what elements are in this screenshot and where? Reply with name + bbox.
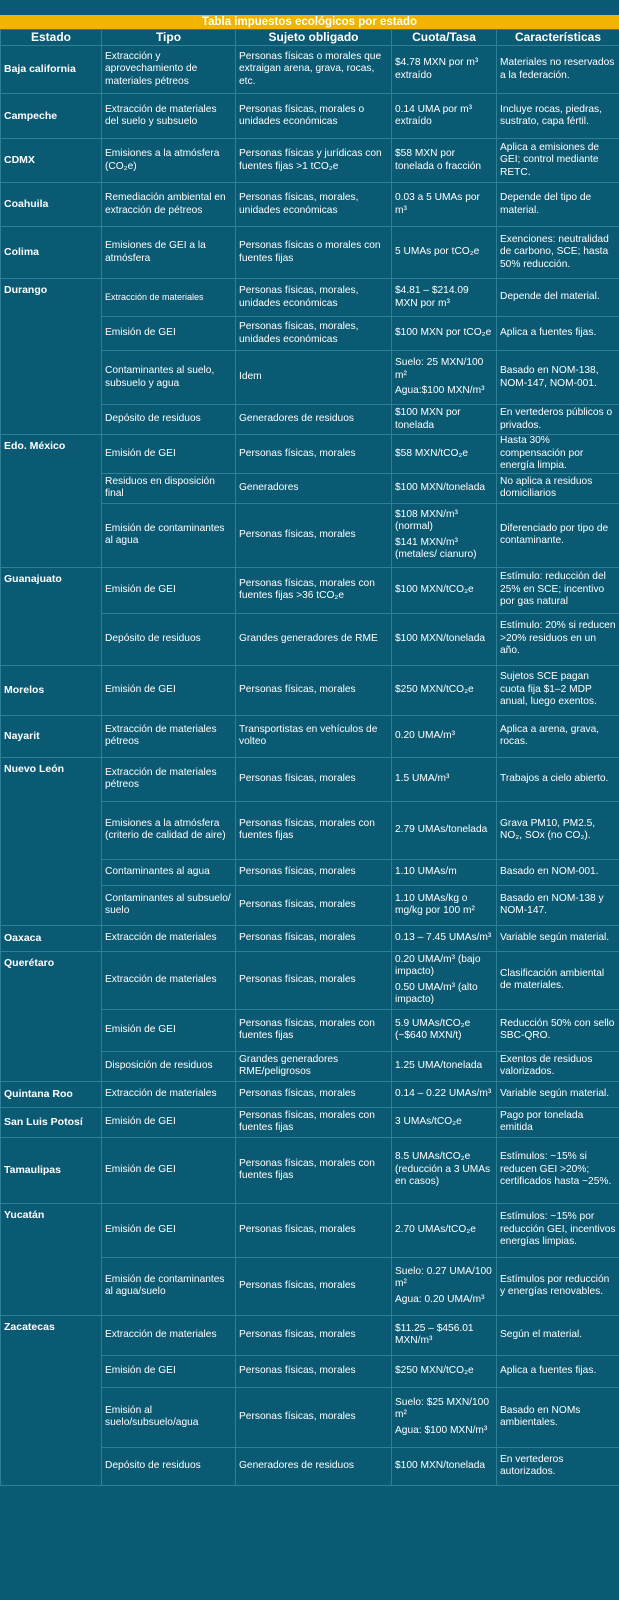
tipo-cell: Emisión de GEI: [102, 317, 236, 351]
cuota-line: Suelo: $25 MXN/100 m²: [395, 1396, 490, 1421]
sujeto-cell: Personas físicas, morales con fuentes fijas: [236, 1009, 392, 1051]
sujeto-cell: Personas físicas, morales: [236, 925, 392, 951]
caracteristicas-cell: Incluye rocas, piedras, sustrato, capa fértil.: [497, 94, 619, 139]
tipo-cell: Emisión de contaminantes al agua: [102, 503, 236, 567]
cuota-line: $250 MXN/tCO₂e: [395, 1364, 474, 1376]
sujeto-cell: Personas físicas o morales con fuentes fijas: [236, 227, 392, 279]
table-row: [1, 94, 619, 139]
column-header-caracteristicas: Características: [497, 30, 619, 46]
cuota-line: $11.25 – $456.01 MXN/m³: [395, 1322, 474, 1346]
column-header-sujeto: Sujeto obligado: [236, 30, 392, 46]
caracteristicas-cell: Estímulos: ~15% por reducción GEI, incentivos energías limpias.: [497, 1203, 619, 1257]
cuota-line: Agua: $100 MXN/m³: [395, 1424, 488, 1436]
sujeto-cell: Personas físicas, morales: [236, 885, 392, 925]
state-cell: Colima: [1, 227, 102, 279]
state-cell: Baja california: [1, 46, 102, 94]
cuota-cell: [392, 757, 497, 801]
caracteristicas-cell: Trabajos a cielo abierto.: [497, 757, 619, 801]
cuota-cell: [392, 1355, 497, 1387]
cuota-cell: [392, 1081, 497, 1107]
state-cell: Zacatecas: [1, 1315, 102, 1485]
caracteristicas-cell: Clasificación ambiental de materiales.: [497, 951, 619, 1009]
table-row: [1, 1107, 619, 1137]
column-header-tipo: Tipo: [102, 30, 236, 46]
cuota-cell: [392, 227, 497, 279]
cuota-line: 1.5 UMA/m³: [395, 772, 450, 784]
table-body: [1, 46, 619, 1486]
tipo-cell: Emisión de contaminantes al agua/suelo: [102, 1257, 236, 1315]
sujeto-cell: Personas físicas, morales con fuentes fijas >36 tCO₂e: [236, 567, 392, 613]
tipo-cell: Extracción de materiales pétreos: [102, 757, 236, 801]
cuota-line: Agua: 0.20 UMA/m³: [395, 1293, 485, 1305]
cuota-line: $4.81 – $214.09 MXN por m³: [395, 285, 469, 309]
sujeto-cell: Personas físicas, morales: [236, 1203, 392, 1257]
cuota-line: $100 MXN/tonelada: [395, 481, 486, 493]
sujeto-cell: Personas físicas, morales, unidades económicas: [236, 183, 392, 227]
caracteristicas-cell: Materiales no reservados a la federación.: [497, 46, 619, 94]
table-row: [1, 139, 619, 183]
state-cell: Edo. México: [1, 435, 102, 568]
cuota-line: $141 MXN/m³ (metales/ cianuro): [395, 536, 477, 560]
cuota-line: 0.20 UMA/m³: [395, 729, 456, 741]
cuota-line: $100 MXN/tonelada: [395, 632, 486, 644]
tipo-cell: Extracción de materiales: [102, 279, 236, 317]
cuota-cell: [392, 503, 497, 567]
caracteristicas-cell: En vertederos autorizados.: [497, 1447, 619, 1485]
cuota-cell: [392, 1051, 497, 1081]
caracteristicas-cell: Aplica a fuentes fijas.: [497, 1355, 619, 1387]
tipo-cell: Emisión al suelo/subsuelo/agua: [102, 1387, 236, 1447]
tipo-cell: Extracción de materiales: [102, 1315, 236, 1355]
caracteristicas-cell: Basado en NOMs ambientales.: [497, 1387, 619, 1447]
tipo-cell: Contaminantes al subsuelo/ suelo: [102, 885, 236, 925]
table-row: [1, 279, 619, 317]
tipo-cell: Extracción de materiales: [102, 925, 236, 951]
caracteristicas-cell: En vertederos públicos o privados.: [497, 405, 619, 435]
sujeto-cell: Personas físicas y jurídicas con fuentes fijas >1 tCO₂e: [236, 139, 392, 183]
table-row: [1, 1203, 619, 1257]
state-cell: Campeche: [1, 94, 102, 139]
eco-tax-table: [0, 29, 619, 1486]
state-cell: CDMX: [1, 139, 102, 183]
caracteristicas-cell: Aplica a fuentes fijas.: [497, 317, 619, 351]
caracteristicas-cell: Exenciones: neutralidad de carbono, SCE; hasta 50% reducción.: [497, 227, 619, 279]
cuota-cell: [392, 317, 497, 351]
caracteristicas-cell: Basado en NOM-138 y NOM-147.: [497, 885, 619, 925]
cuota-cell: [392, 1203, 497, 1257]
caracteristicas-cell: Aplica a arena, grava, rocas.: [497, 715, 619, 757]
tipo-cell: Extracción de materiales: [102, 1081, 236, 1107]
cuota-line: 0.50 UMA/m³ (alto impacto): [395, 981, 478, 1005]
state-cell: Tamaulipas: [1, 1137, 102, 1203]
tipo-cell: Depósito de residuos: [102, 405, 236, 435]
caracteristicas-cell: No aplica a residuos domiciliarios: [497, 473, 619, 503]
sujeto-cell: Personas físicas o morales que extraigan arena, grava, rocas, etc.: [236, 46, 392, 94]
sujeto-cell: Personas físicas, morales: [236, 503, 392, 567]
sujeto-cell: Grandes generadores RME/peligrosos: [236, 1051, 392, 1081]
cuota-cell: [392, 665, 497, 715]
sujeto-cell: Idem: [236, 351, 392, 405]
cuota-cell: [392, 1315, 497, 1355]
table-row: [1, 183, 619, 227]
caracteristicas-cell: Basado en NOM-138, NOM-147, NOM-001.: [497, 351, 619, 405]
cuota-cell: [392, 435, 497, 474]
cuota-line: $58 MXN/tCO₂e: [395, 447, 469, 459]
cuota-cell: [392, 885, 497, 925]
cuota-line: 1.10 UMAs/kg o mg/kg por 100 m²: [395, 892, 475, 916]
tipo-cell: Emisión de GEI: [102, 567, 236, 613]
tipo-cell: Disposición de residuos: [102, 1051, 236, 1081]
caracteristicas-cell: Diferenciado por tipo de contaminante.: [497, 503, 619, 567]
cuota-cell: [392, 351, 497, 405]
sujeto-cell: Transportistas en vehículos de volteo: [236, 715, 392, 757]
state-cell: Nuevo León: [1, 757, 102, 925]
state-cell: Durango: [1, 279, 102, 435]
sujeto-cell: Personas físicas, morales: [236, 435, 392, 474]
caracteristicas-cell: Depende del material.: [497, 279, 619, 317]
cuota-line: 2.79 UMAs/tonelada: [395, 823, 488, 835]
tipo-cell: Extracción de materiales del suelo y subsuelo: [102, 94, 236, 139]
tipo-cell: Emisiones a la atmósfera (CO₂e): [102, 139, 236, 183]
cuota-line: $100 MXN/tCO₂e: [395, 583, 474, 595]
sujeto-cell: Personas físicas, morales con fuentes fijas: [236, 801, 392, 859]
caracteristicas-cell: Aplica a emisiones de GEI; control mediante RETC.: [497, 139, 619, 183]
caracteristicas-cell: Estímulos por reducción y energías renovables.: [497, 1257, 619, 1315]
table-row: [1, 925, 619, 951]
column-header-estado: Estado: [1, 30, 102, 46]
cuota-cell: [392, 1257, 497, 1315]
cuota-line: 0.14 – 0.22 UMAs/m³: [395, 1087, 492, 1099]
caracteristicas-cell: Según el material.: [497, 1315, 619, 1355]
sujeto-cell: Personas físicas, morales: [236, 1315, 392, 1355]
cuota-cell: [392, 1447, 497, 1485]
cuota-cell: [392, 715, 497, 757]
cuota-cell: [392, 801, 497, 859]
sujeto-cell: Personas físicas, morales con fuentes fijas: [236, 1137, 392, 1203]
table-row: [1, 757, 619, 801]
caracteristicas-cell: Pago por tonelada emitida: [497, 1107, 619, 1137]
cuota-line: 8.5 UMAs/tCO₂e (reducción a 3 UMAs en casos): [395, 1151, 491, 1188]
state-cell: Yucatán: [1, 1203, 102, 1315]
sujeto-cell: Generadores de residuos: [236, 1447, 392, 1485]
state-cell: Coahuila: [1, 183, 102, 227]
caracteristicas-cell: Variable según material.: [497, 925, 619, 951]
tipo-cell: Depósito de residuos: [102, 1447, 236, 1485]
cuota-cell: [392, 613, 497, 665]
sujeto-cell: Personas físicas, morales: [236, 859, 392, 885]
sujeto-cell: Generadores: [236, 473, 392, 503]
cuota-cell: [392, 1387, 497, 1447]
cuota-line: Agua:$100 MXN/m³: [395, 385, 485, 397]
tipo-cell: Extracción y aprovechamiento de materiales pétreos: [102, 46, 236, 94]
sujeto-cell: Personas físicas, morales: [236, 1257, 392, 1315]
state-cell: Querétaro: [1, 951, 102, 1081]
caracteristicas-cell: Estímulo: reducción del 25% en SCE; incentivo por gas natural: [497, 567, 619, 613]
tipo-cell: Emisión de GEI: [102, 1107, 236, 1137]
cuota-line: Suelo: 0.27 UMA/100 m²: [395, 1265, 492, 1290]
caracteristicas-cell: Exentos de residuos valorizados.: [497, 1051, 619, 1081]
state-cell: Morelos: [1, 665, 102, 715]
sujeto-cell: Personas físicas, morales, unidades económicas: [236, 317, 392, 351]
cuota-line: $100 MXN/tonelada: [395, 1459, 486, 1471]
table-row: [1, 1315, 619, 1355]
tipo-cell: Remediación ambiental en extracción de pétreos: [102, 183, 236, 227]
tipo-cell: Contaminantes al suelo, subsuelo y agua: [102, 351, 236, 405]
cuota-line: 0.03 a 5 UMAs por m³: [395, 192, 480, 216]
cuota-cell: [392, 951, 497, 1009]
sujeto-cell: Personas físicas, morales: [236, 665, 392, 715]
caracteristicas-cell: Basado en NOM-001.: [497, 859, 619, 885]
tipo-cell: Extracción de materiales: [102, 951, 236, 1009]
tipo-cell: Emisiones de GEI a la atmósfera: [102, 227, 236, 279]
caracteristicas-cell: Depende del tipo de material.: [497, 183, 619, 227]
table-row: [1, 567, 619, 613]
cuota-cell: [392, 1009, 497, 1051]
caracteristicas-cell: Hasta 30% compensación por energía limpia.: [497, 435, 619, 474]
tipo-cell: Emisión de GEI: [102, 1355, 236, 1387]
cuota-line: 5 UMAs por tCO₂e: [395, 246, 480, 258]
table-row: [1, 951, 619, 1009]
tipo-cell: Emisión de GEI: [102, 1009, 236, 1051]
cuota-cell: [392, 183, 497, 227]
sujeto-cell: Personas físicas, morales: [236, 1387, 392, 1447]
cuota-cell: [392, 1107, 497, 1137]
caracteristicas-cell: Estímulo: 20% si reducen >20% residuos en un año.: [497, 613, 619, 665]
sujeto-cell: Personas físicas, morales: [236, 757, 392, 801]
cuota-line: 0.13 – 7.45 UMAs/m³: [395, 931, 492, 943]
cuota-line: 3 UMAs/tCO₂e: [395, 1115, 462, 1127]
cuota-cell: [392, 859, 497, 885]
cuota-line: $108 MXN/m³ (normal): [395, 508, 458, 532]
state-cell: Nayarit: [1, 715, 102, 757]
cuota-line: $58 MXN por tonelada o fracción: [395, 148, 482, 172]
cuota-line: 1.10 UMAs/m: [395, 865, 457, 877]
state-cell: Oaxaca: [1, 925, 102, 951]
table-row: [1, 227, 619, 279]
header-row: [1, 30, 619, 46]
cuota-line: 0.20 UMA/m³ (bajo impacto): [395, 953, 481, 977]
cuota-line: $250 MXN/tCO₂e: [395, 683, 474, 695]
cuota-line: 5.9 UMAs/tCO₂e (~$640 MXN/t): [395, 1017, 471, 1041]
table-title: Tabla impuestos ecológicos por estado: [0, 15, 619, 29]
column-header-cuota: Cuota/Tasa: [392, 30, 497, 46]
cuota-cell: [392, 46, 497, 94]
caracteristicas-cell: Variable según material.: [497, 1081, 619, 1107]
caracteristicas-cell: Estímulos: ~15% si reducen GEI >20%; certificados hasta ~25%.: [497, 1137, 619, 1203]
caracteristicas-cell: Grava PM10, PM2.5, NO₂, SOx (no CO₂).: [497, 801, 619, 859]
sujeto-cell: Personas físicas, morales: [236, 951, 392, 1009]
cuota-line: $100 MXN por tonelada: [395, 407, 461, 431]
state-cell: San Luis Potosí: [1, 1107, 102, 1137]
cuota-line: $100 MXN por tCO₂e: [395, 327, 492, 339]
cuota-cell: [392, 279, 497, 317]
sujeto-cell: Personas físicas, morales: [236, 1081, 392, 1107]
cuota-cell: [392, 405, 497, 435]
cuota-line: Suelo: 25 MXN/100 m²: [395, 357, 484, 381]
table-row: [1, 1137, 619, 1203]
cuota-cell: [392, 567, 497, 613]
sujeto-cell: Generadores de residuos: [236, 405, 392, 435]
sujeto-cell: Grandes generadores de RME: [236, 613, 392, 665]
table-row: [1, 665, 619, 715]
cuota-cell: [392, 94, 497, 139]
table-row: [1, 715, 619, 757]
tipo-cell: Emisiones a la atmósfera (criterio de calidad de aire): [102, 801, 236, 859]
cuota-cell: [392, 473, 497, 503]
state-cell: Quintana Roo: [1, 1081, 102, 1107]
sujeto-cell: Personas físicas, morales con fuentes fijas: [236, 1107, 392, 1137]
table-row: [1, 435, 619, 474]
caracteristicas-cell: Reducción 50% con sello SBC-QRO.: [497, 1009, 619, 1051]
caracteristicas-cell: Sujetos SCE pagan cuota fija $1–2 MDP anual, luego exentos.: [497, 665, 619, 715]
cuota-cell: [392, 1137, 497, 1203]
tipo-cell: Depósito de residuos: [102, 613, 236, 665]
cuota-line: 1.25 UMA/tonelada: [395, 1059, 483, 1071]
cuota-cell: [392, 139, 497, 183]
sujeto-cell: Personas físicas, morales: [236, 1355, 392, 1387]
cuota-cell: [392, 925, 497, 951]
tipo-cell: Emisión de GEI: [102, 435, 236, 474]
tipo-cell: Emisión de GEI: [102, 665, 236, 715]
sujeto-cell: Personas físicas, morales, unidades económicas: [236, 279, 392, 317]
state-cell: Guanajuato: [1, 567, 102, 665]
tipo-cell: Contaminantes al agua: [102, 859, 236, 885]
table-row: [1, 1081, 619, 1107]
cuota-line: $4.78 MXN por m³ extraído: [395, 57, 479, 81]
table-row: [1, 46, 619, 94]
tipo-cell: Emisión de GEI: [102, 1137, 236, 1203]
sujeto-cell: Personas físicas, morales o unidades económicas: [236, 94, 392, 139]
tipo-cell: Emisión de GEI: [102, 1203, 236, 1257]
cuota-line: 0.14 UMA por m³ extraído: [395, 103, 472, 127]
tipo-cell: Extracción de materiales pétreos: [102, 715, 236, 757]
tipo-cell: Residuos en disposición final: [102, 473, 236, 503]
cuota-line: 2.70 UMAs/tCO₂e: [395, 1223, 476, 1235]
